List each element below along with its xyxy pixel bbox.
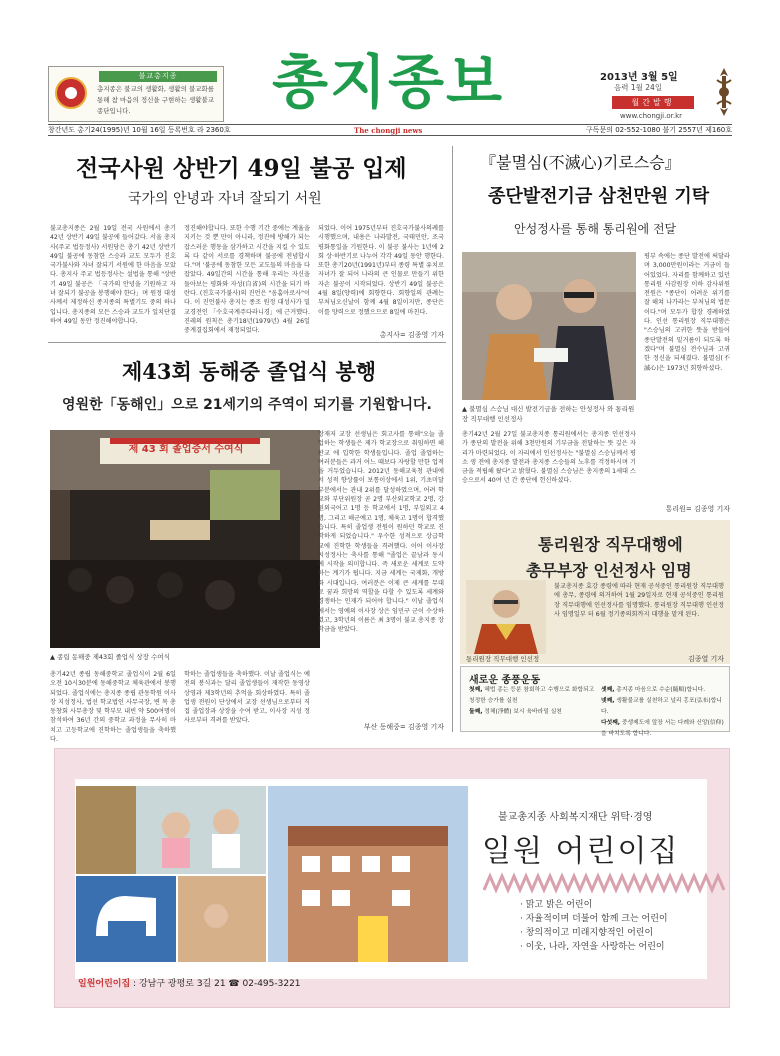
article1-col2: 정진해야합니다. 또한 수행 기간 중에는 계율을 지키는 것 뿐 만이 아니라, 정진에 방해가 되는 잡스러운 행동을 삼가하고 시간을 지킬 수 있도록 다 같이 서로를 경책하며 불공에 전념합시다."며 '불공에 동참한 모든 교도들의 마음을 다잡았다. 49일간의 시간을 통해 우리는 자신을 돌아보는 평화와 자성(自省)의 시간을 되기 바란다. (진호국가불사)의 진언은 "옴훔아로사"이다. 이 진언불사 총지는 종조 원정 대성사가 밀교경전인 「수호국계주다라니경」에 근거했다. 진레의 원칙은 총기18년(1979년) 4월 26일 중계결집회에서 재정되었다. bbox=[184, 225, 310, 335]
ad-footer bbox=[78, 976, 301, 989]
masthead-motto: 총지종은 불교의 생활화, 생활의 불교화를 통해 참 마음의 정신을 구현하는 생활불교 종단입니다. bbox=[97, 85, 215, 115]
decorative-border-icon bbox=[484, 872, 724, 892]
donation-photo-caption: ▲ 불멸심 스승님 대신 발전기금을 전하는 안성정사 와 통리원장 직무대행 인선정사 bbox=[462, 405, 635, 423]
ad-bullet: · 맑고 밝은 어린이 bbox=[520, 898, 668, 912]
article3-tagline: 안성정사를 통해 통리원에 전달 bbox=[514, 222, 677, 236]
article1-subhead: 국가의 안녕과 자녀 잘되기 서원 bbox=[128, 191, 322, 207]
article3-body-right: 평부 속에는 종단 발전에 써달라며 3,000만원이라는 거금이 들어있었다. 자리를 함께하고 있던 통리원 사감원장 이하 감사위원 전원은 "종단이 어려운 위기를 잘 해쳐 나가라는 부처님의 법문이다."며 모두가 합장 경례하였다. 인선 통리원장 직무대행은 "스승님의 고귀한 뜻을 받들어 종단발전의 밑거름이 되도록 하겠다"며 불멸심 전수님과 고귀한 정신을 되새겼다. 불멸심(不滅心)은 1973년 회향하셨다. bbox=[644, 253, 730, 372]
campaign-item: 다섯째, 중생제도에 앞장 서는 다례와 신앙(信仰)을 바치도록 합니다. bbox=[601, 720, 724, 737]
subscription-info: 구독문의 02-552-1080 불기 2557년 제160호 bbox=[585, 126, 732, 134]
appointment-title-line1: 통리원장 직무대행에 bbox=[538, 535, 683, 554]
ad-bullet: · 창의적이고 미래지향적인 어린이 bbox=[520, 926, 668, 940]
article1-byline: 총지사= 김종영 기자 bbox=[379, 331, 444, 339]
ad-bullet: · 이웃, 나라, 자연을 사랑하는 어린이 bbox=[520, 940, 668, 954]
appointment-box bbox=[460, 520, 730, 664]
ad-title: 일원 어린이집 bbox=[482, 834, 680, 869]
divider bbox=[48, 342, 446, 343]
campaign-item: 셋째, 총지종 마음으로 수순(隨順)합니다. bbox=[601, 687, 706, 693]
issue-date: 2013년 3월 5일 bbox=[600, 72, 678, 83]
article3-body-left: 총기42년 2월 27일 불교총지종 통리원에서는 총지종 인선정사가 종단의 발전을 위해 3천만원의 기부금을 전달하는 뜻 깊은 자리가 마련되었다. 이 자리에서 인선정사는 "불멸심 스승님께서 평소 생 전에 총지종 발전과 총지종 스승들의 노후를 걱정하시며 기금을 적립해 왔다"고 밝혔다. 불멸심 스승님은 총지종의 1세대 스승으로서 40여 년 간 종단에 헌신하셨다. bbox=[462, 431, 636, 485]
appointment-body: 불교총지종 효강 종령에 따라 현재 공석중인 통리원장 직무대행에 총무, 종령에 의거하여 1월 29일자로 현재 공석중인 통리원장 직무대행에 인선정사를 임명했다. 통리원장 직무대행 인선정사 임명일부 터 6월 정기종의회까지 대행을 맡게 된다. bbox=[554, 583, 724, 618]
article2-subhead: 영원한「동해인」으로 21세기의 주역이 되기를 기원합니다. bbox=[62, 397, 432, 413]
publication-frequency: 월간발행 bbox=[612, 96, 694, 109]
chongji-emblem-icon bbox=[55, 77, 87, 109]
portrait-image bbox=[466, 580, 546, 654]
masthead-motto-box bbox=[48, 66, 224, 122]
campaign-heading: 새로운 종풍운동 bbox=[469, 675, 541, 686]
article3-subhead: 종단발전기금 삼천만원 기탁 bbox=[488, 186, 710, 207]
info-bar bbox=[48, 124, 732, 136]
campaign-item: 첫째, 혜법 종는 등분 참회하고 수행으로 화합되고 청정한 승가를 실천 bbox=[469, 687, 595, 704]
article2-headline: 제43회 동해중 졸업식 봉행 bbox=[122, 359, 377, 384]
graduation-scene-image bbox=[50, 430, 320, 648]
article2-byline: 부산 동해중= 김종영 기자 bbox=[363, 723, 444, 731]
ad-organization: 불교총지종 사회복지재단 위탁·경영 bbox=[498, 812, 653, 823]
divider bbox=[452, 146, 453, 732]
article3-byline: 통리원= 김종영 기자 bbox=[665, 505, 730, 513]
campaign-list-left bbox=[469, 685, 595, 718]
campaign-item: 넷째, 생활불교를 실천하고 널리 홍포(弘布)합니다. bbox=[601, 698, 722, 715]
lunar-date: 음력 1월 24일 bbox=[614, 83, 663, 92]
donation-photo bbox=[462, 252, 636, 400]
ad-bullets bbox=[520, 898, 668, 954]
vajra-icon bbox=[714, 66, 734, 118]
donation-scene-image bbox=[462, 252, 636, 400]
article1-headline: 전국사원 상반기 49일 불공 입제 bbox=[76, 155, 407, 182]
english-name: The chongji news bbox=[354, 126, 423, 135]
daycare-photo-collage bbox=[76, 786, 468, 962]
article3-headline: 『불멸심(不滅心)기로스승』 bbox=[480, 153, 681, 172]
ceremony-banner: 제 43 회 졸업증서 수여식 bbox=[128, 444, 244, 455]
ad-bullet: · 자율적이며 더불어 함께 크는 어린이 bbox=[520, 912, 668, 926]
graduation-photo bbox=[50, 430, 320, 648]
article2-col3: 장재저 교장 선생님은 회고사를 통해"오늘 졸업하는 학생들은 제가 학교장으로 취임하면 해 판교 에 입학한 학생들입니다. 졸업 졸업하는 여러분들은 과거 어느 때보다 자랑할 만한 업적을 거두었습니다. 2012년 동해교육청 관내에서 성적 향상률이 보통이상에서 1위, 기초미달 부분에서는 관내 2위를 달성하였으며, 어려 학교와 부단위원장 곧 2명 부산외교학교 2명, 강원외국어고 1명 등 학교에서 1명, 부일외고 4명, 그리고 해군예고 1명, 체육고 1명이 합격했습니다. 특히 졸업생 전원이 원하던 학교로 진학하게 되었습니다." 우수한 성적으로 상급학교에 진학한 학생들을 격려했다. 이어 이사장 지성정사는 축사를 통해 "졸업은 끝남과 동시에 시작을 의미합니다. 즉 새로운 세계로 도약하는 계기가 됩니다. 지금 세계는 국제화, 개방화 시대입니다. 여러분은 이제 큰 세계를 무대로 꿈과 희망의 역할을 다할 수 있도록 세계와 경쟁하는 인재가 되어야 합니다." 이날 졸업식에서는 영예의 이사장 상은 임민구 군이 수상하였고, 3학년의 이름은 최 3명이 불교 총지종 장학금을 받았다. bbox=[318, 431, 444, 634]
ad-footer-address: : 강남구 광평로 3길 21 ☎ 02-495-3221 bbox=[133, 979, 301, 989]
graduation-photo-caption: ▲ 종립 동해중 제43회 졸업식 상장 수여식 bbox=[50, 653, 170, 661]
ad-footer-name: 일원어린이집 bbox=[78, 979, 131, 989]
appointment-title-line2: 총무부장 인선정사 임명 bbox=[526, 561, 692, 580]
newspaper-title: 총지종보 bbox=[271, 48, 505, 116]
article1-col1: 불교총지종은 2월 19일 전국 사원에서 총기 42년 상반기 49일 불공에 들어갔다. 서울 총지사(주교 법등정사) 서원당은 총기 42년 상반기 49일 불공에 동참한 스승과 교도 모두가 진호국가불사와 자녀 잘되기 서원에 한 마음을 모았다. 총지사 주교 법등정사는 설법을 통해 "상반기 49일 불공은 「국가의 안녕을 기원하고 자녀 잘되기 불공을 봉행해야 한다」며 원정 대성사께서 제정하신 종지종의 특별기도 중의 하나입니다. 총지종의 모든 스승과 교도가 일치단결하여 49일 동안 정진해야합니다. bbox=[50, 225, 176, 325]
campaign-item: 둘째, 정체(淨體) 보시 육바라밀 실천 bbox=[469, 709, 562, 715]
appointee-caption: 통리원장 직무대행 인선정 bbox=[466, 655, 540, 663]
article1-col3: 되었다. 이어 1975년부터 진호국가불사의례를 시행했으며, 내용은 나라발전, 국태민안, 조국평화통일을 기원한다. 이 불공 불사는 1년에 2회 상·하반기로 나누어 각각 49일 동안 행한다. 또한 총기20년(1991년)부터 종령 특별 유치로 자녀가 잘 되어 나라의 큰 인물로 만들기 위한 자손 불공이 시작되었다. 상반기 49일 불공은 4월 8일(양력)에 회향한다. 회향일의 관례는 부처님오신날이 함께 4월 8일이지만, 종단은 이를 양력으로 정했으므로 8일에 마친다. bbox=[318, 225, 444, 316]
campaign-box bbox=[460, 666, 730, 737]
campaign-list-right bbox=[601, 685, 727, 740]
article2-col2: 학하는 졸업생들을 축하했다. 이날 졸업식는 예전의 봉식과는 달리 졸업생들이 재작한 동영상 상영과 제3학년의 추억을 회상하였다. 특히 졸업생 전원이 단상에서 교장 선생님으로부터 직접 졸업장과 상장을 수여 받고, 이사장 지성 정사로부터 격려를 받았다. bbox=[184, 671, 310, 725]
website-url: www.chongji.or.kr bbox=[620, 112, 682, 120]
appointee-portrait bbox=[466, 580, 546, 654]
appointment-byline: 김종열 기자 bbox=[687, 655, 724, 663]
masthead-tag: 불교총지종 bbox=[99, 71, 217, 82]
article2-col1: 총기42년 종립 동해중학교 졸업식이 2월 6일 오전 10시30분에 동해중학교 체육관에서 봉행되었다. 졸업식에는 총지종 종립 관동학원 이사장 지성정사, 법선 학교법인 사무국장, 변 목 총동창회 사무총장 및 학부모 내빈 약 500여명이 참석하여 36년 간의 중학교 과정을 무사히 마치고 고등학교에 진학하는 졸업생들을 축하했다. bbox=[50, 671, 176, 744]
registration-info: 창간년도 총기24(1995)년 10월 16일 등록번호 라 2360호 bbox=[48, 126, 231, 134]
